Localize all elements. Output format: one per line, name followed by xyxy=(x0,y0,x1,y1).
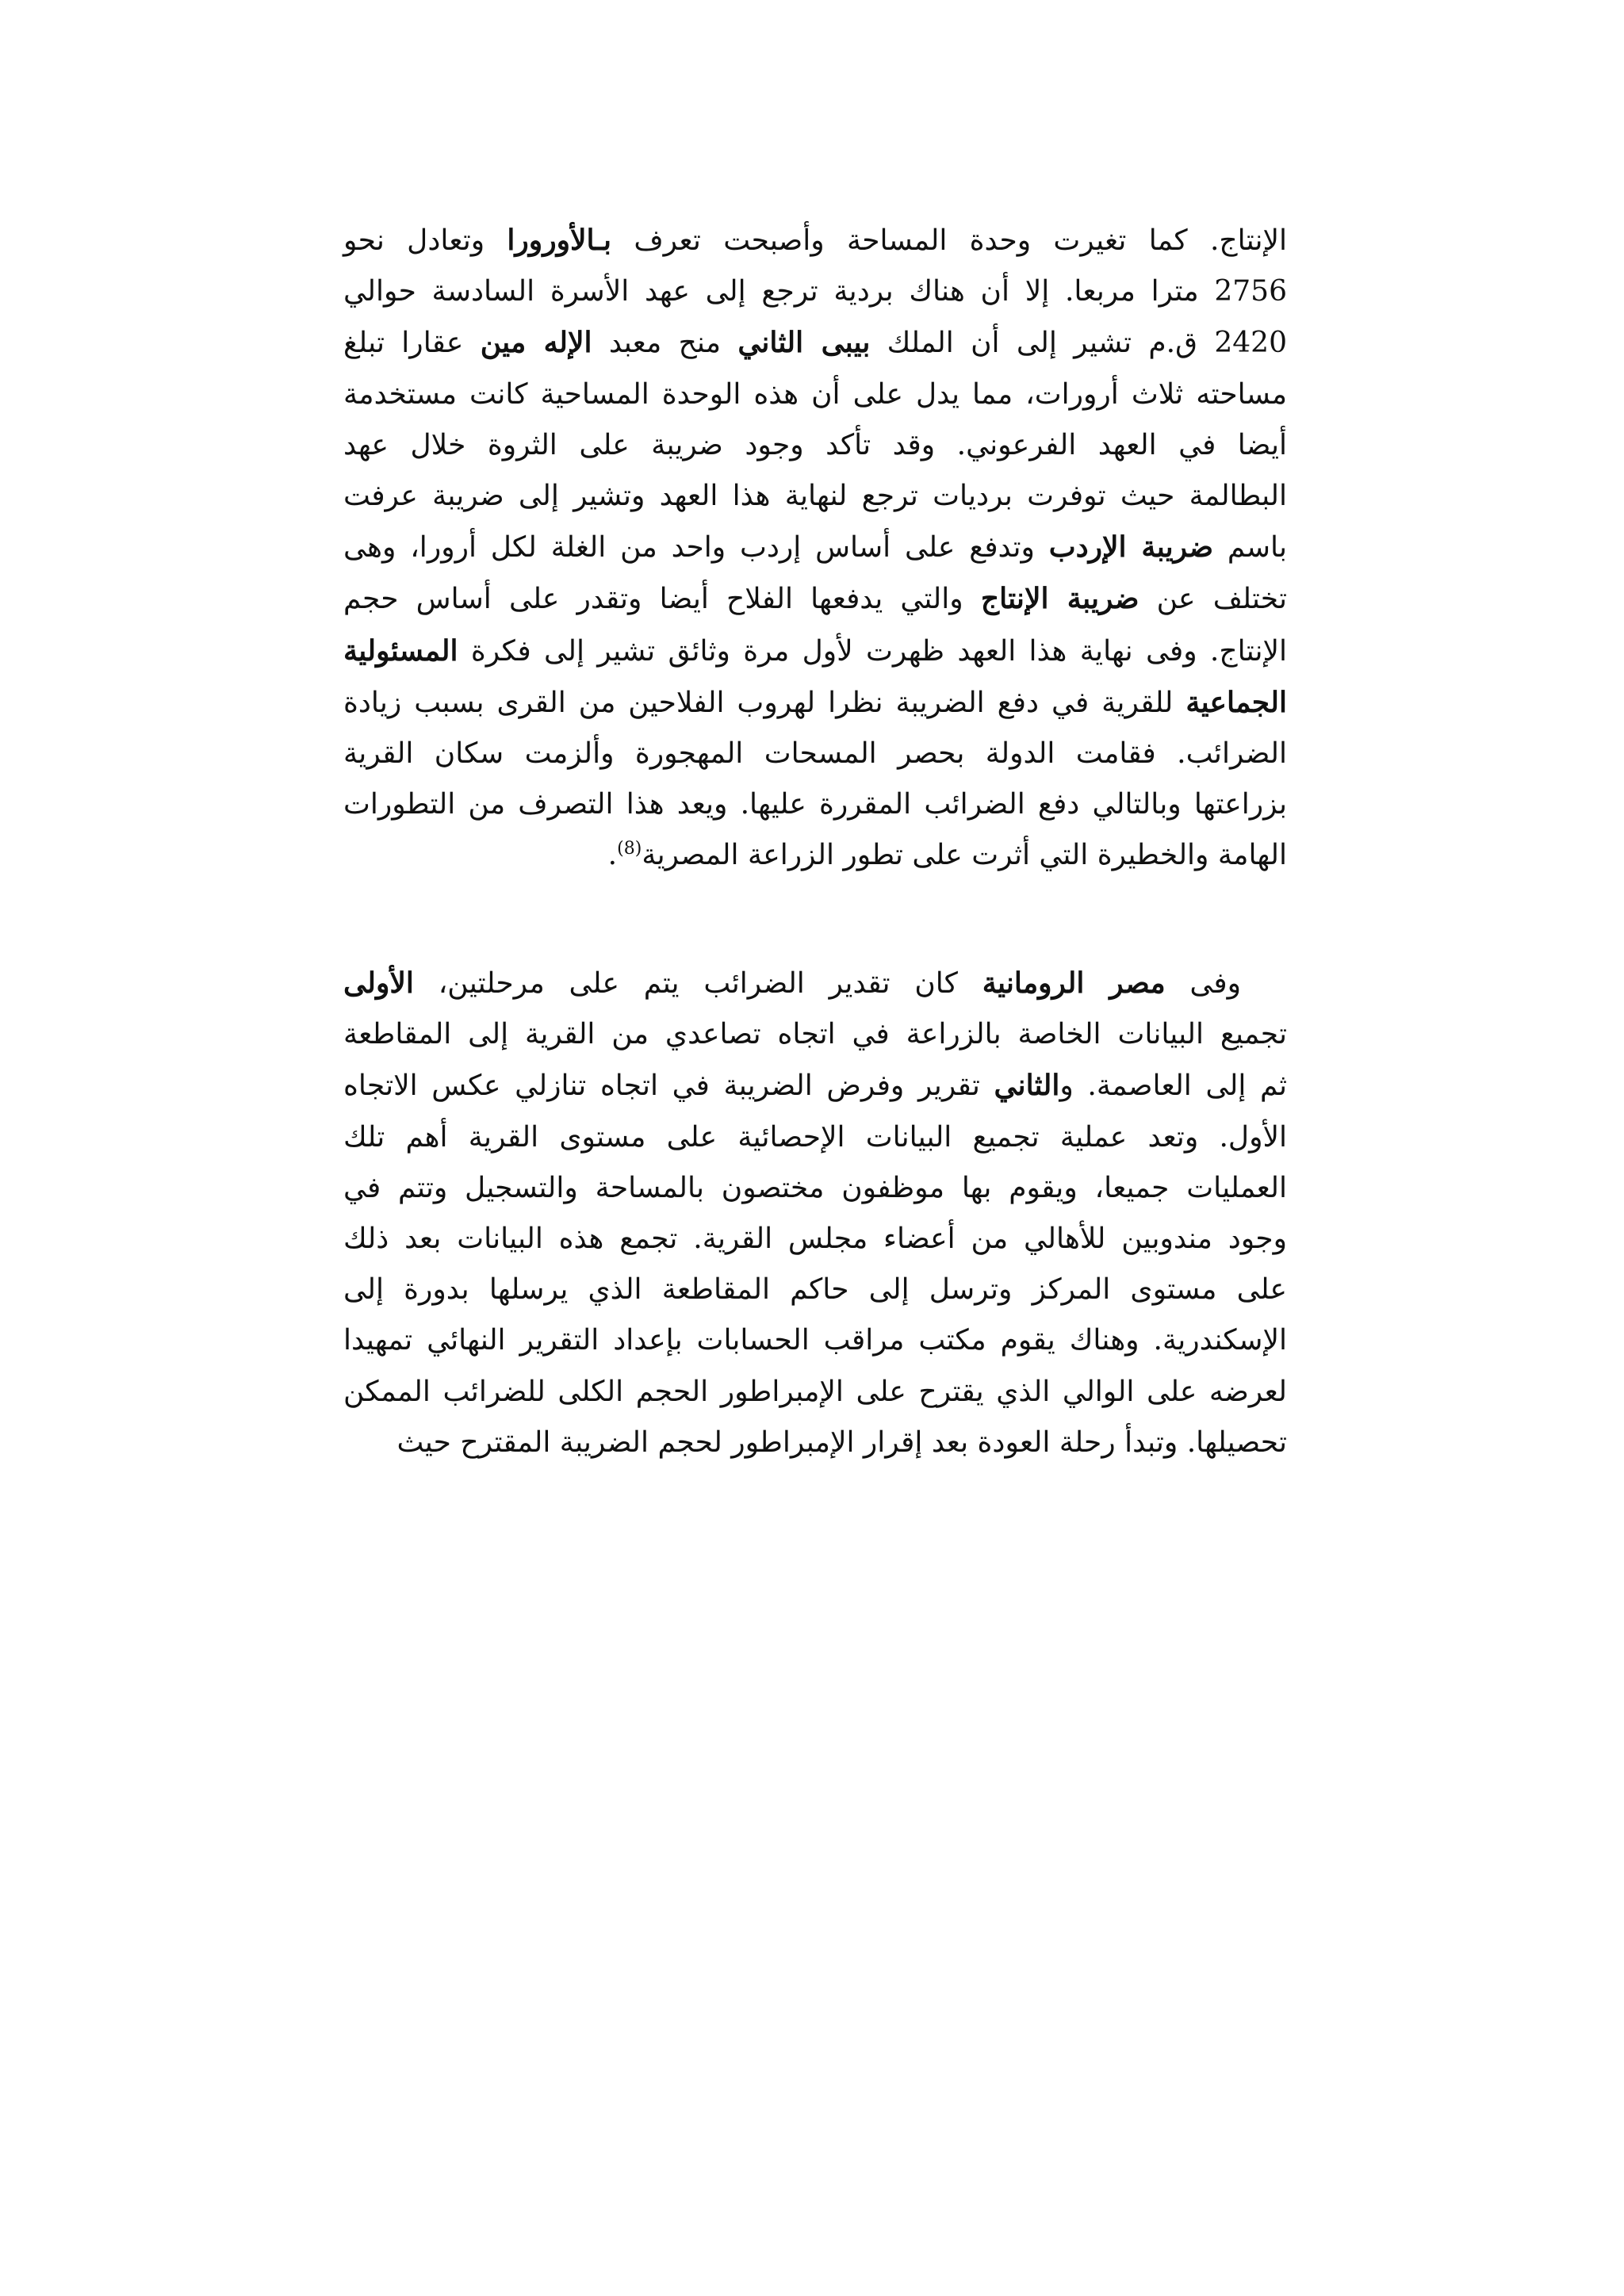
bold-term: ضريبة الإردب xyxy=(1048,530,1214,564)
text-run: لعرضه على الوالي الذي يقترح على الإمبراطور الحجم الكلى للضرائب الممكن xyxy=(343,1375,1287,1408)
bold-term: ضريبة الإنتاج xyxy=(980,582,1139,616)
text-run: تختلف عن xyxy=(1139,583,1288,616)
bold-term: الإله مين xyxy=(480,326,592,360)
text-run: بزراعتها وبالتالي دفع الضرائب المقررة عليها. ويعد هذا التصرف من التطورات xyxy=(343,788,1287,821)
text-run: عقارا تبلغ xyxy=(343,327,481,360)
text-line xyxy=(343,1265,1287,1315)
text-run: مساحته ثلاث أرورات، مما يدل على أن هذه الوحدة المساحية كانت مستخدمة xyxy=(343,377,1288,411)
text-run: ثم إلى العاصمة. و xyxy=(1059,1070,1288,1103)
text-run: للقرية في دفع الضريبة نظرا لهروب الفلاحين من القرى بسبب زيادة xyxy=(343,686,1186,719)
text-line xyxy=(343,626,1287,677)
text-run: البطالمة حيث توفرت برديات ترجع لنهاية هذا العهد وتشير إلى ضريبة عرفت xyxy=(343,480,1287,513)
text-line xyxy=(343,1214,1287,1265)
text-run: وتعادل نحو xyxy=(343,224,508,257)
text-run: على مستوى المركز وترسل إلى حاكم المقاطعة الذي يرسلها بدورة إلى xyxy=(343,1273,1287,1307)
paragraph-roman-ptolemaic-taxes xyxy=(343,215,1287,882)
bold-term: المسئولية xyxy=(343,633,458,668)
text-line xyxy=(343,573,1287,625)
text-line xyxy=(343,1367,1287,1418)
text-line xyxy=(343,1060,1287,1112)
text-line xyxy=(343,1112,1287,1163)
text-line xyxy=(343,1009,1287,1060)
text-run: والتي يدفعها الفلاح أيضا وتقدر على أساس حجم xyxy=(343,583,981,616)
text-line xyxy=(343,1163,1287,1214)
bold-term: بيبى الثاني xyxy=(737,326,871,360)
text-line xyxy=(343,830,1287,881)
text-run: تحصيلها. وتبدأ رحلة العودة بعد إقرار الإمبراطور لحجم الضريبة المقترح حيث xyxy=(396,1425,1287,1459)
text-line xyxy=(343,266,1287,317)
text-run: الإنتاج. وفى نهاية هذا العهد ظهرت لأول مرة وثائق تشير إلى فكرة xyxy=(458,634,1287,668)
text-run: تجميع البيانات الخاصة بالزراعة في اتجاه تصاعدي من القرية إلى المقاطعة xyxy=(343,1018,1287,1051)
text-run: أيضا في العهد الفرعوني. وقد تأكد وجود ضريبة على الثروة خلال عهد xyxy=(343,428,1287,461)
text-line xyxy=(343,522,1287,573)
paragraph-roman-egypt-tax-assessment xyxy=(343,958,1287,1468)
text-line xyxy=(343,420,1287,471)
text-run: الضرائب. فقامت الدولة بحصر المسحات المهجورة وألزمت سكان القرية xyxy=(343,737,1287,771)
text-line xyxy=(343,215,1287,266)
text-line xyxy=(343,369,1287,420)
text-run: تقرير وفرض الضريبة في اتجاه تنازلي عكس الاتجاه xyxy=(343,1070,994,1103)
text-line xyxy=(343,729,1287,779)
text-run: وفى xyxy=(1165,967,1241,1000)
text-run: باسم xyxy=(1213,531,1287,564)
footnote-reference: (8) xyxy=(617,839,642,859)
text-run: وتدفع على أساس إردب واحد من الغلة لكل أرورا، وهى xyxy=(343,531,1049,564)
text-run: الهامة والخطيرة التي أثرت على تطور الزراعة المصرية xyxy=(642,839,1287,872)
text-run: منح معبد xyxy=(592,327,738,360)
text-run: الأول. وتعد عملية تجميع البيانات الإحصائية على مستوى القرية أهم تلك xyxy=(343,1120,1287,1154)
text-line xyxy=(343,958,1287,1009)
bold-term: مصر الرومانية xyxy=(982,966,1166,1000)
bold-term: الأولى xyxy=(343,966,414,1000)
text-line xyxy=(343,1315,1287,1366)
bold-term: الثاني xyxy=(994,1069,1060,1103)
bold-term: بـالأورورا xyxy=(507,224,612,257)
text-line xyxy=(343,317,1287,369)
text-run: الإنتاج. كما تغيرت وحدة المساحة وأصبحت تعرف xyxy=(611,224,1288,257)
text-run: 2756 مترا مربعا. إلا أن هناك بردية ترجع إلى عهد الأسرة السادسة حوالي xyxy=(343,275,1287,308)
text-line xyxy=(343,779,1287,830)
text-run: الإسكندرية. وهناك يقوم مكتب مراقب الحسابات بإعداد التقرير النهائي تمهيدا xyxy=(343,1324,1287,1357)
text-run: 2420 ق.م تشير إلى أن الملك xyxy=(870,327,1287,360)
text-run: وجود مندوبين للأهالي من أعضاء مجلس القرية. تجمع هذه البيانات بعد ذلك xyxy=(343,1223,1287,1256)
text-run: العمليات جميعا، ويقوم بها موظفون مختصون بالمساحة والتسجيل وتتم في xyxy=(343,1171,1287,1204)
text-run: . xyxy=(607,839,618,872)
text-line xyxy=(343,471,1287,522)
bold-term: الجماعية xyxy=(1185,685,1287,719)
text-line xyxy=(343,677,1287,729)
text-line xyxy=(343,1418,1287,1468)
text-run: كان تقدير الضرائب يتم على مرحلتين، xyxy=(413,967,982,1000)
